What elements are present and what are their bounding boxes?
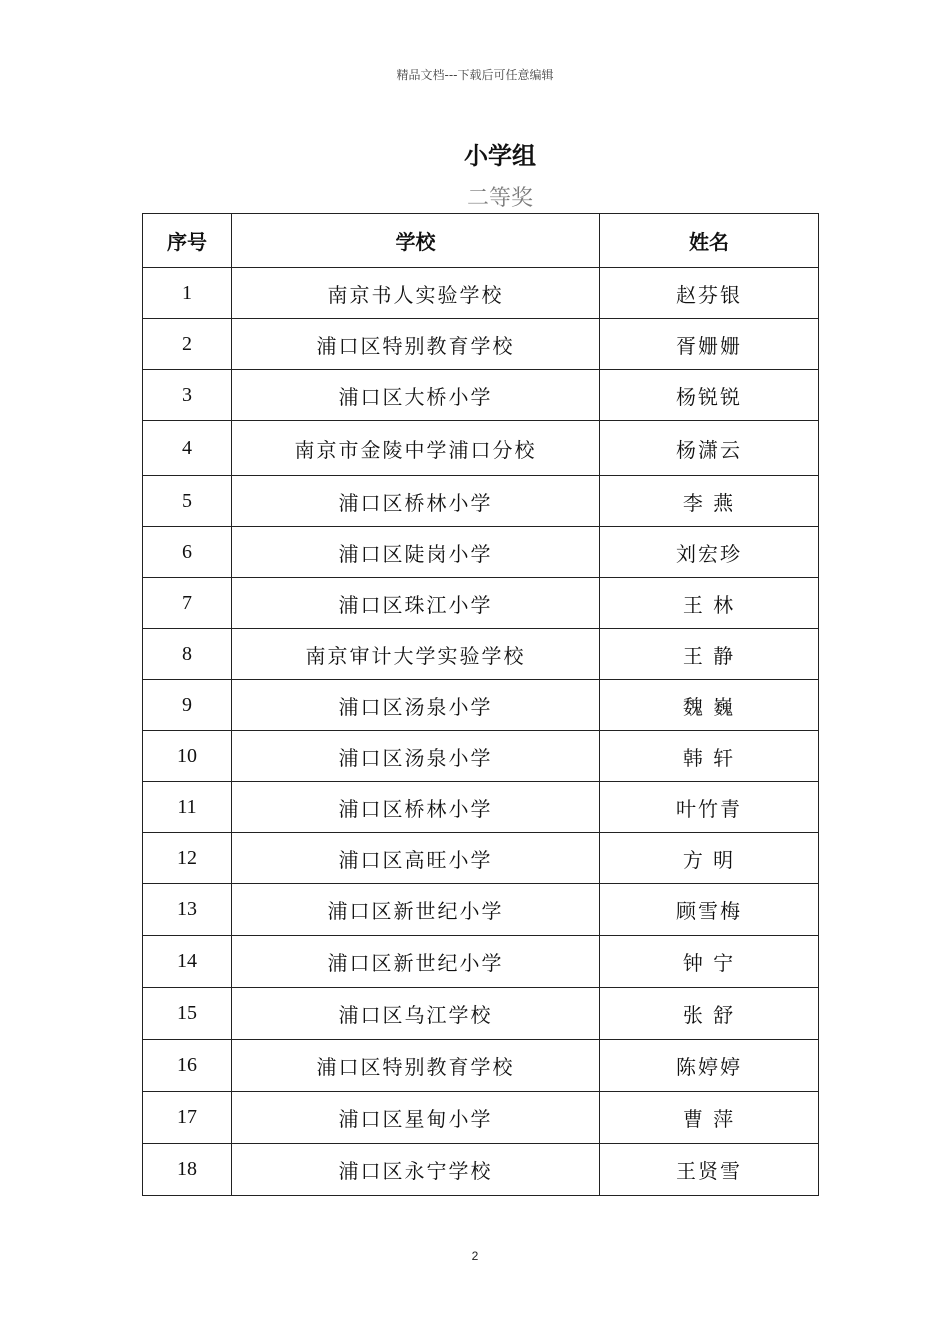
cell-number: 12 (143, 833, 232, 884)
award-level-subtitle: 二等奖 (466, 186, 533, 211)
cell-name: 王 林 (600, 578, 819, 629)
cell-name: 王贤雪 (600, 1144, 819, 1196)
cell-number: 17 (143, 1092, 232, 1144)
cell-school: 浦口区桥林小学 (232, 476, 600, 527)
table-row (143, 731, 819, 782)
cell-school: 浦口区汤泉小学 (232, 731, 600, 782)
table-row (143, 421, 819, 476)
column-header-name: 姓名 (600, 214, 819, 268)
cell-number: 13 (143, 884, 232, 936)
award-table (142, 213, 819, 1196)
table-row (143, 268, 819, 319)
cell-name: 王 静 (600, 629, 819, 680)
table-row (143, 884, 819, 936)
cell-name: 杨潇云 (600, 421, 819, 476)
cell-number: 8 (143, 629, 232, 680)
cell-school: 浦口区新世纪小学 (232, 936, 600, 988)
table-row (143, 370, 819, 421)
cell-school: 南京市金陵中学浦口分校 (232, 421, 600, 476)
cell-number: 18 (143, 1144, 232, 1196)
table-row (143, 578, 819, 629)
table-row (143, 833, 819, 884)
cell-school: 浦口区永宁学校 (232, 1144, 600, 1196)
cell-number: 4 (143, 421, 232, 476)
table-row (143, 988, 819, 1040)
cell-name: 胥姗姗 (600, 319, 819, 370)
cell-name: 顾雪梅 (600, 884, 819, 936)
cell-school: 浦口区特别教育学校 (232, 319, 600, 370)
cell-number: 3 (143, 370, 232, 421)
cell-school: 浦口区大桥小学 (232, 370, 600, 421)
cell-number: 7 (143, 578, 232, 629)
cell-number: 16 (143, 1040, 232, 1092)
cell-school: 南京审计大学实验学校 (232, 629, 600, 680)
cell-school: 浦口区星甸小学 (232, 1092, 600, 1144)
column-header-number: 序号 (143, 214, 232, 268)
cell-name: 赵芬银 (600, 268, 819, 319)
cell-number: 10 (143, 731, 232, 782)
cell-name: 陈婷婷 (600, 1040, 819, 1092)
cell-name: 叶竹青 (600, 782, 819, 833)
table-row (143, 1092, 819, 1144)
cell-number: 11 (143, 782, 232, 833)
cell-school: 浦口区特别教育学校 (232, 1040, 600, 1092)
column-header-school: 学校 (232, 214, 600, 268)
table-row (143, 680, 819, 731)
cell-name: 钟 宁 (600, 936, 819, 988)
cell-school: 浦口区乌江学校 (232, 988, 600, 1040)
cell-school: 浦口区高旺小学 (232, 833, 600, 884)
cell-school: 浦口区新世纪小学 (232, 884, 600, 936)
cell-number: 5 (143, 476, 232, 527)
cell-number: 2 (143, 319, 232, 370)
cell-name: 李 燕 (600, 476, 819, 527)
page-title: 小学组 (464, 142, 536, 170)
table-row (143, 1144, 819, 1196)
table-row (143, 629, 819, 680)
cell-number: 1 (143, 268, 232, 319)
cell-school: 浦口区陡岗小学 (232, 527, 600, 578)
cell-school: 浦口区桥林小学 (232, 782, 600, 833)
cell-number: 14 (143, 936, 232, 988)
cell-name: 方 明 (600, 833, 819, 884)
cell-school: 南京书人实验学校 (232, 268, 600, 319)
cell-name: 曹 萍 (600, 1092, 819, 1144)
cell-school: 浦口区珠江小学 (232, 578, 600, 629)
header-note: 精品文档---下载后可任意编辑 (396, 68, 554, 82)
cell-name: 刘宏珍 (600, 527, 819, 578)
cell-name: 杨锐锐 (600, 370, 819, 421)
table-row (143, 782, 819, 833)
table-body (143, 268, 819, 1196)
table-header-row (143, 214, 819, 268)
table-row (143, 936, 819, 988)
cell-school: 浦口区汤泉小学 (232, 680, 600, 731)
cell-number: 9 (143, 680, 232, 731)
page-number: 2 (471, 1249, 479, 1263)
table-row (143, 319, 819, 370)
table-row (143, 1040, 819, 1092)
table-row (143, 476, 819, 527)
cell-number: 15 (143, 988, 232, 1040)
cell-name: 张 舒 (600, 988, 819, 1040)
cell-number: 6 (143, 527, 232, 578)
cell-name: 魏 巍 (600, 680, 819, 731)
table-row (143, 527, 819, 578)
cell-name: 韩 轩 (600, 731, 819, 782)
